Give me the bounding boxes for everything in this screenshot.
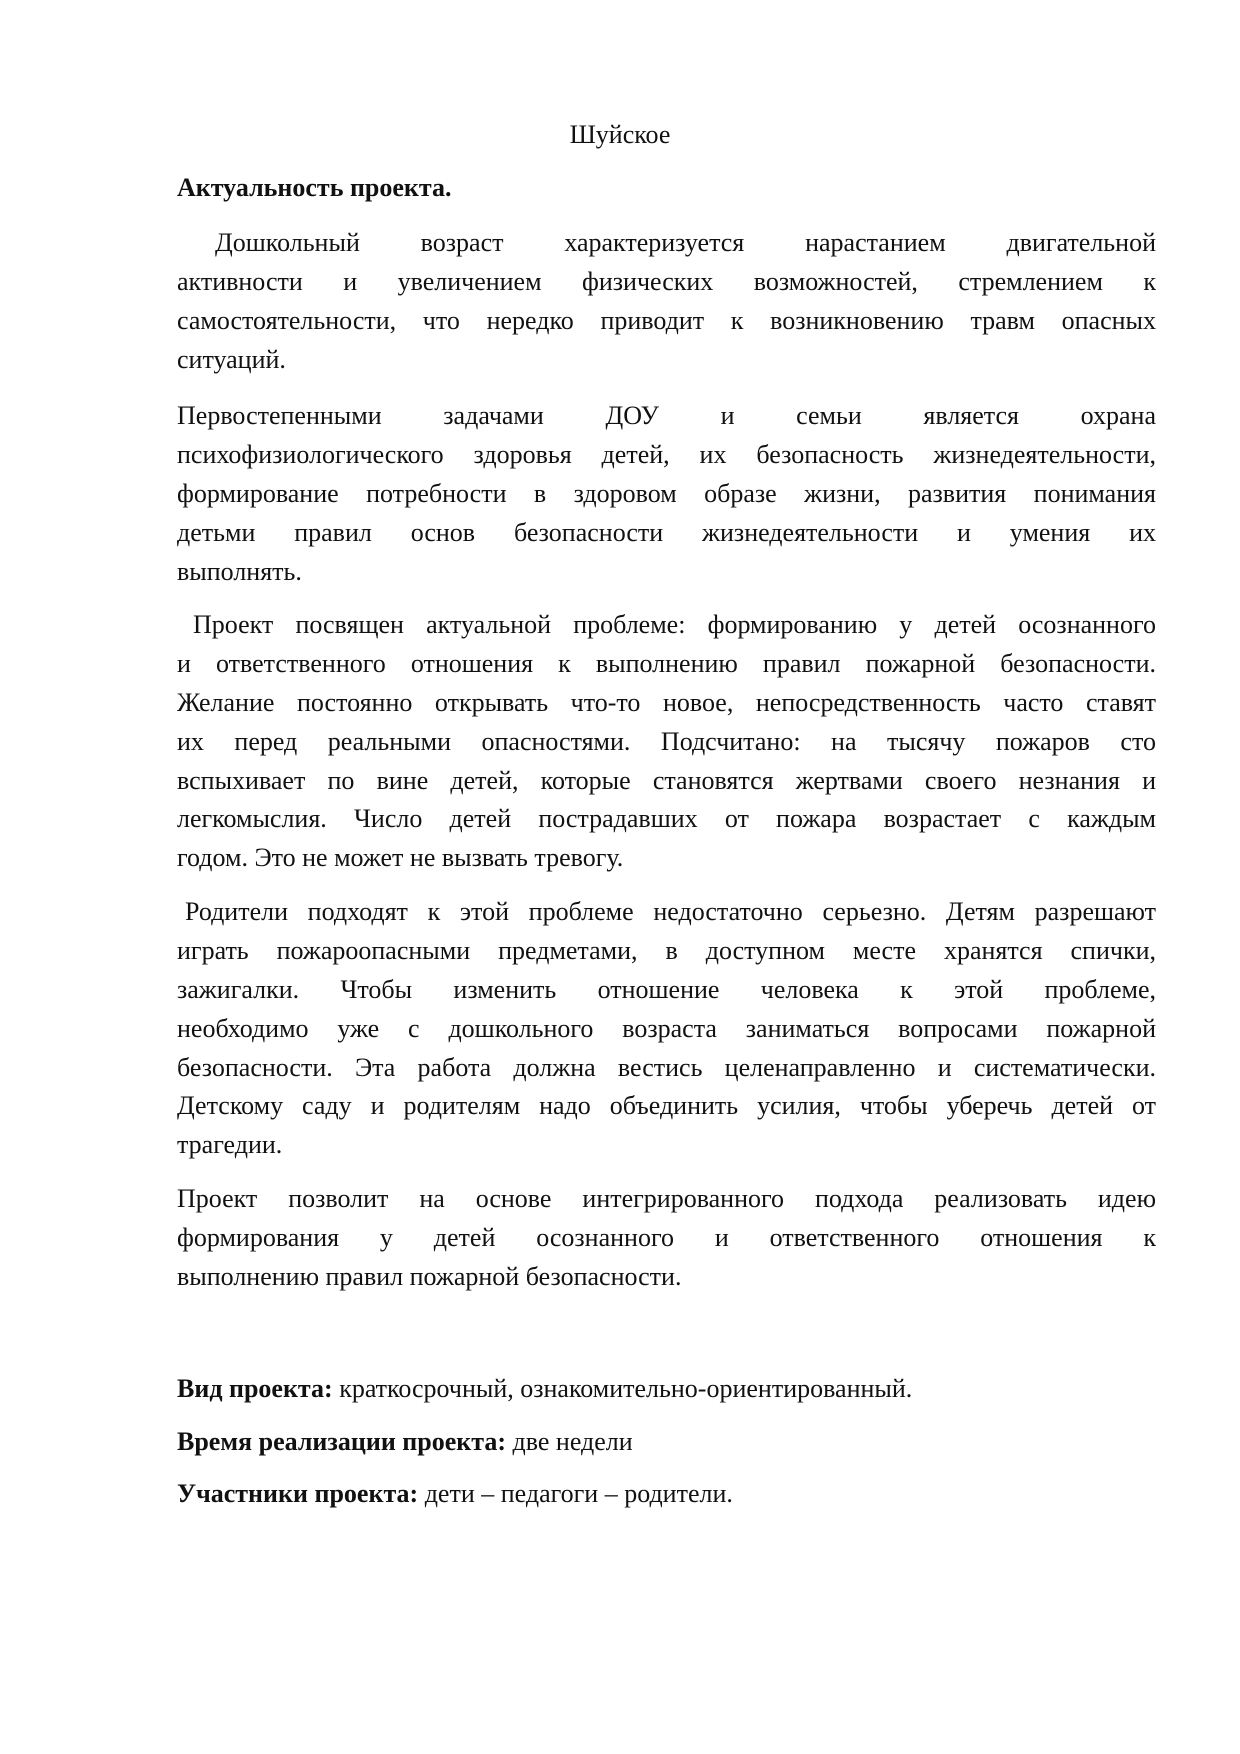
text-line: Дошкольный возраст характеризуется нарастанием двигательной	[215, 228, 1156, 257]
paragraph	[177, 893, 1156, 1165]
text-line: детьми правил основ безопасности жизнедеятельности и умения их	[177, 517, 1156, 547]
text-line: необходимо уже с дошкольного возраста заниматься вопросами пожарной	[177, 1013, 1156, 1043]
text-line: формирование потребности в здоровом образе жизни, развития понимания	[177, 478, 1156, 508]
meta-value: дети – педагоги – родители.	[424, 1479, 733, 1508]
text-line: психофизиологического здоровья детей, их безопасность жизнедеятельности,	[177, 439, 1156, 469]
section-heading: Актуальность проекта.	[177, 173, 452, 202]
meta-value: краткосрочный, ознакомительно-ориентированный.	[339, 1374, 913, 1403]
text-line: ситуаций.	[177, 344, 286, 374]
document-title: Шуйское	[569, 120, 671, 149]
project-duration	[177, 1423, 1156, 1461]
text-line: годом. Это не может не вызвать тревогу.	[177, 843, 624, 873]
paragraph	[177, 1180, 1156, 1297]
text-line: Желание постоянно открывать что-то новое, непосредственность часто ставят	[177, 687, 1156, 717]
paragraph	[177, 606, 1156, 878]
text-line: выполнению правил пожарной безопасности.	[177, 1261, 682, 1291]
project-participants	[177, 1475, 1156, 1513]
paragraph	[177, 224, 1156, 380]
text-line: трагедии.	[177, 1130, 283, 1160]
text-line: Детскому саду и родителям надо объединить усилия, чтобы уберечь детей от	[177, 1091, 1156, 1121]
text-line: безопасности. Эта работа должна вестись целенаправленно и систематически.	[177, 1052, 1156, 1082]
meta-label: Вид проекта:	[177, 1374, 333, 1403]
text-line: и ответственного отношения к выполнению правил пожарной безопасности.	[177, 648, 1156, 678]
text-line: активности и увеличением физических возможностей, стремлением к	[177, 266, 1156, 296]
meta-label: Участники проекта:	[177, 1479, 419, 1508]
meta-label: Время реализации проекта:	[177, 1427, 507, 1456]
text-line: Родители подходят к этой проблеме недостаточно серьезно. Детям разрешают	[185, 897, 1156, 926]
text-line: самостоятельности, что нередко приводит к возникновению травм опасных	[177, 305, 1156, 335]
text-line: зажигалки. Чтобы изменить отношение человека к этой проблеме,	[177, 974, 1156, 1004]
paragraph	[177, 397, 1156, 591]
text-line: Проект позволит на основе интегрированного подхода реализовать идею	[177, 1184, 1156, 1213]
text-line: их перед реальными опасностями. Подсчитано: на тысячу пожаров сто	[177, 726, 1156, 756]
text-line: Проект посвящен актуальной проблеме: формированию у детей осознанного	[193, 610, 1156, 639]
text-line: формирования у детей осознанного и ответственного отношения к	[177, 1222, 1156, 1252]
text-line: выполнять.	[177, 556, 302, 586]
project-type	[177, 1370, 1156, 1408]
text-line: легкомыслия. Число детей пострадавших от пожара возрастает с каждым	[177, 804, 1156, 834]
meta-value: две недели	[512, 1427, 633, 1456]
text-line: играть пожароопасными предметами, в доступном месте хранятся спички,	[177, 935, 1156, 965]
text-line: вспыхивает по вине детей, которые становятся жертвами своего незнания и	[177, 765, 1156, 795]
text-line: Первостепенными задачами ДОУ и семьи является охрана	[177, 401, 1156, 430]
